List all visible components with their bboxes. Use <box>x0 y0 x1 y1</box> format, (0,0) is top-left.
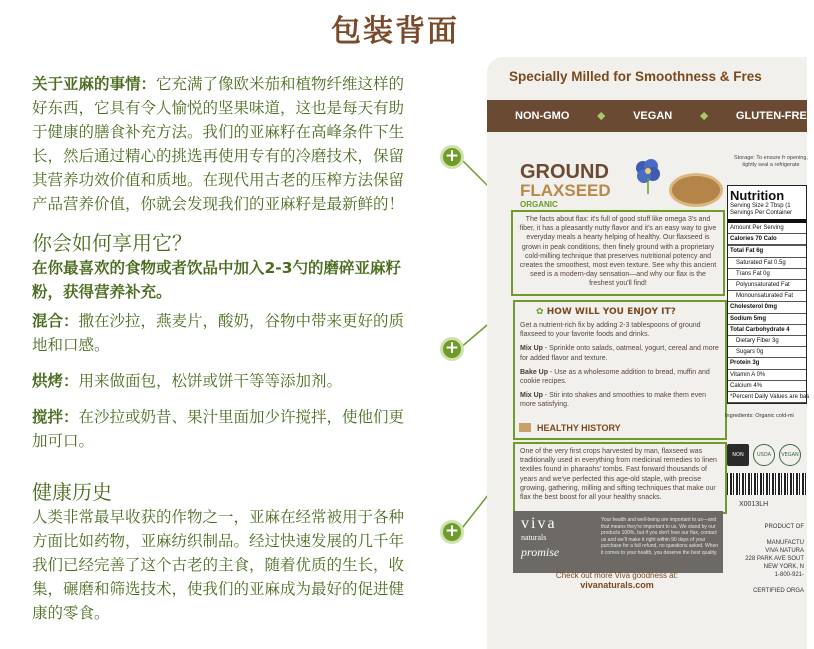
enjoy-heading: 你会如何享用它？ <box>32 231 192 255</box>
address-line <box>727 579 804 587</box>
bake-lead: 烘烤： <box>32 372 79 390</box>
product-name <box>520 162 611 209</box>
non-gmo-logo: NON <box>727 444 749 466</box>
enjoy-highlight-box <box>513 300 727 440</box>
address-line: 1-800-921- <box>774 572 804 578</box>
how-mix2 <box>520 391 720 409</box>
history-text-en: One of the very first crops harvested by man, flaxseed was traditionally used in everything from medicinal remedies to linen textiles found in pharaohs' tombs. Fast forward thousands of years and we've perfected this age-old staple, with precise growing, gathering, milling and sifting techniques that make our flax the best boost for all your healthy snacks. <box>520 448 717 502</box>
nutrition-row: Monounsaturated Fat <box>728 291 806 302</box>
viva-promise-panel <box>513 511 723 573</box>
how-mix2-text: - Stir into shakes and smoothies to make them even more satisfying. <box>520 392 706 409</box>
package-back-image <box>487 57 814 649</box>
book-icon <box>519 423 531 432</box>
how-mix <box>520 344 720 362</box>
package-banner: Specially Milled for Smoothness & Fres <box>509 69 762 84</box>
history-heading: 健康历史 <box>32 480 112 504</box>
product-code: X0013LH <box>739 501 769 508</box>
badge-vegan: VEGAN <box>633 110 673 122</box>
how-mix-label: Mix Up <box>520 345 543 353</box>
about-text: 它充满了像欧米茄和植物纤维这样的好东西，它具有令人愉悦的坚果味道，这也是每天有助于健康的膳食补充方法。我们的亚麻籽在高峰条件下生长，然后通过精心的挑选再使用专有的冷磨技术，保留其营养功效价值和质地。在现代用古老的压榨方法保留产品营养价值，你就会发现我们的亚麻籽是最新鲜的！ <box>32 75 405 213</box>
address-line <box>727 531 804 539</box>
nutrition-facts-panel <box>727 185 810 404</box>
flaxseed-bowl-image <box>669 173 723 207</box>
viva-sub: naturals <box>521 533 547 542</box>
leaf-icon: ⬥ <box>700 109 708 122</box>
plus-icon[interactable]: + <box>440 520 464 544</box>
viva-promise: promise <box>521 545 560 559</box>
ingredients: Ingredients: Organic cold-mi <box>725 413 794 419</box>
how-bake-text: - Use as a wholesome addition to bread, muffin and cookie recipes. <box>520 368 710 386</box>
mix-lead: 混合： <box>32 312 79 330</box>
stir-text: 在沙拉或奶昔、果汁里面加少许搅拌，使他们更加可口。 <box>32 408 405 450</box>
bake-tip <box>32 369 417 393</box>
how-intro: Get a nutrient-rich fix by adding 2-3 tablespoons of ground flaxseed to your favorite foods and drinks. <box>520 322 701 339</box>
product-name-line2: FLAXSEED <box>520 181 611 200</box>
vegan-logo: VEGAN <box>779 444 801 466</box>
nutrition-rows <box>728 223 810 403</box>
nutrition-row: Calories 70 Calo <box>728 234 806 245</box>
how-mix2-label: Mix Up <box>520 392 543 400</box>
website-url: vivanaturals.com <box>580 580 654 590</box>
package-badge-stripe <box>487 100 814 132</box>
address-line: CERTIFIED ORGA <box>753 588 804 594</box>
promise-text: Your health and well-being are important to us—and that means they're important to us. We stand by our products 100%, but if you don't love our flax, contact us and we'll make it right within 90 days of your purchase for a full refund, no questions asked. When it comes to your health, you deserve the best quality. <box>601 517 719 556</box>
mix-text: 撒在沙拉，燕麦片，酸奶，谷物中带来更好的质地和口感。 <box>32 312 405 354</box>
mix-tip <box>32 309 417 357</box>
website-note-text: Check out more Viva goodness at: <box>555 571 679 580</box>
nutrition-row: Sodium 5mg <box>728 314 806 325</box>
plus-icon[interactable]: + <box>440 337 464 361</box>
facts-text: The facts about flax: it's full of good stuff like omega 3's and fiber, it has a pleasantly nutty flavor and it's an easy way to give everyday meals a hearty helping of healthy. Our flaxseed is grown in peak conditions, then finely ground with a proprietary cold-milling technique that preserves nutritional potency and creates the smoothest, most even texture. See why this ancient seed is a modern-day sensation—and why our flax is the freshest you'll find! <box>519 216 717 288</box>
address-line: MANUFACTU <box>766 540 804 546</box>
enjoy-subheading: 在你最喜欢的食物或者饮品中加入2-3勺的磨碎亚麻籽粉，获得营养补充。 <box>32 259 402 301</box>
serving-size: Serving Size 2 Tbsp (1 <box>730 203 791 209</box>
how-title-text: HOW WILL YOU ENJOY IT? <box>546 307 676 317</box>
nutrition-row: Protein 3g <box>728 358 806 369</box>
page-title: 包装背面 <box>331 14 459 49</box>
flax-flower-icon <box>629 154 669 194</box>
badge-gluten-free: GLUTEN-FREE <box>735 110 814 122</box>
history-title <box>519 423 621 433</box>
nutrition-title: Nutrition <box>730 188 785 203</box>
storage-note: Storage: To ensure fr opening, tightly seal a refrigerate <box>734 155 808 168</box>
about-paragraph <box>32 72 417 216</box>
leaf-icon: ⬥ <box>597 109 606 122</box>
nutrition-row: *Percent Daily Values are bas <box>728 392 806 403</box>
nutrition-row: Dietary Fiber 3g <box>728 336 806 347</box>
bake-text: 用来做面包，松饼或饼干等等添加剂。 <box>78 372 343 390</box>
product-name-line1: GROUND <box>520 161 609 183</box>
address-line: VIVA NATURA <box>765 548 804 554</box>
address-line: 228 PARK AVE SOUT <box>745 556 804 562</box>
nutrition-row: Sugars 0g <box>728 347 806 358</box>
nutrition-row: Cholesterol 0mg <box>728 302 806 313</box>
how-bake <box>520 368 720 386</box>
nutrition-row: Trans Fat 0g <box>728 269 806 280</box>
usda-organic-logo: USDA <box>753 444 775 466</box>
nutrition-row: Total Fat 6g <box>728 246 806 257</box>
viva-logo <box>521 517 559 559</box>
address-line: NEW YORK, N <box>763 564 804 570</box>
certification-logos <box>727 444 801 466</box>
history-text: 人类非常最早收获的作物之一，亚麻在经常被用于各种方面比如药物，亚麻纺织制品。经过快速发展的几千年我们已经完善了这个古老的主食，随着优质的生长，收集，碾磨和筛选技术，使我们的亚麻成为最好的促进健康的零食。 <box>32 508 405 622</box>
nutrition-row: Vitamin A 0% <box>728 370 806 381</box>
barcode <box>727 473 807 495</box>
description-column <box>32 72 417 625</box>
history-highlight-box <box>513 442 727 514</box>
product-organic-label: ORGANIC <box>520 200 558 209</box>
how-title <box>536 307 720 317</box>
nutrition-row: Total Carbohydrate 4 <box>728 325 806 336</box>
address-line: PRODUCT OF <box>764 524 804 530</box>
about-lead: 关于亚麻的事情： <box>32 75 157 93</box>
servings-per-container: Servings Per Container <box>730 210 793 216</box>
stir-lead: 搅拌： <box>32 408 79 426</box>
viva-brand: viva <box>521 515 557 532</box>
website-note <box>527 571 707 590</box>
plus-icon[interactable]: + <box>440 145 464 169</box>
facts-highlight-box <box>511 210 725 296</box>
nutrition-row: Polyunsaturated Fat <box>728 280 806 291</box>
stir-tip <box>32 405 417 453</box>
history-title-text: HEALTHY HISTORY <box>537 423 621 433</box>
spoon-icon: ✿ <box>536 307 547 317</box>
nutrition-row: Amount Per Serving <box>728 223 806 234</box>
badge-non-gmo: NON-GMO <box>515 110 570 122</box>
how-bake-label: Bake Up <box>520 368 549 376</box>
nutrition-row: Saturated Fat 0.5g <box>728 258 806 269</box>
how-mix-text: - Sprinkle onto salads, oatmeal, yogurt, cereal and more for added flavor and texture. <box>520 345 719 362</box>
serving-info <box>728 203 806 223</box>
nutrition-row: Calcium 4% <box>728 381 806 392</box>
manufacturer-address <box>727 523 807 595</box>
